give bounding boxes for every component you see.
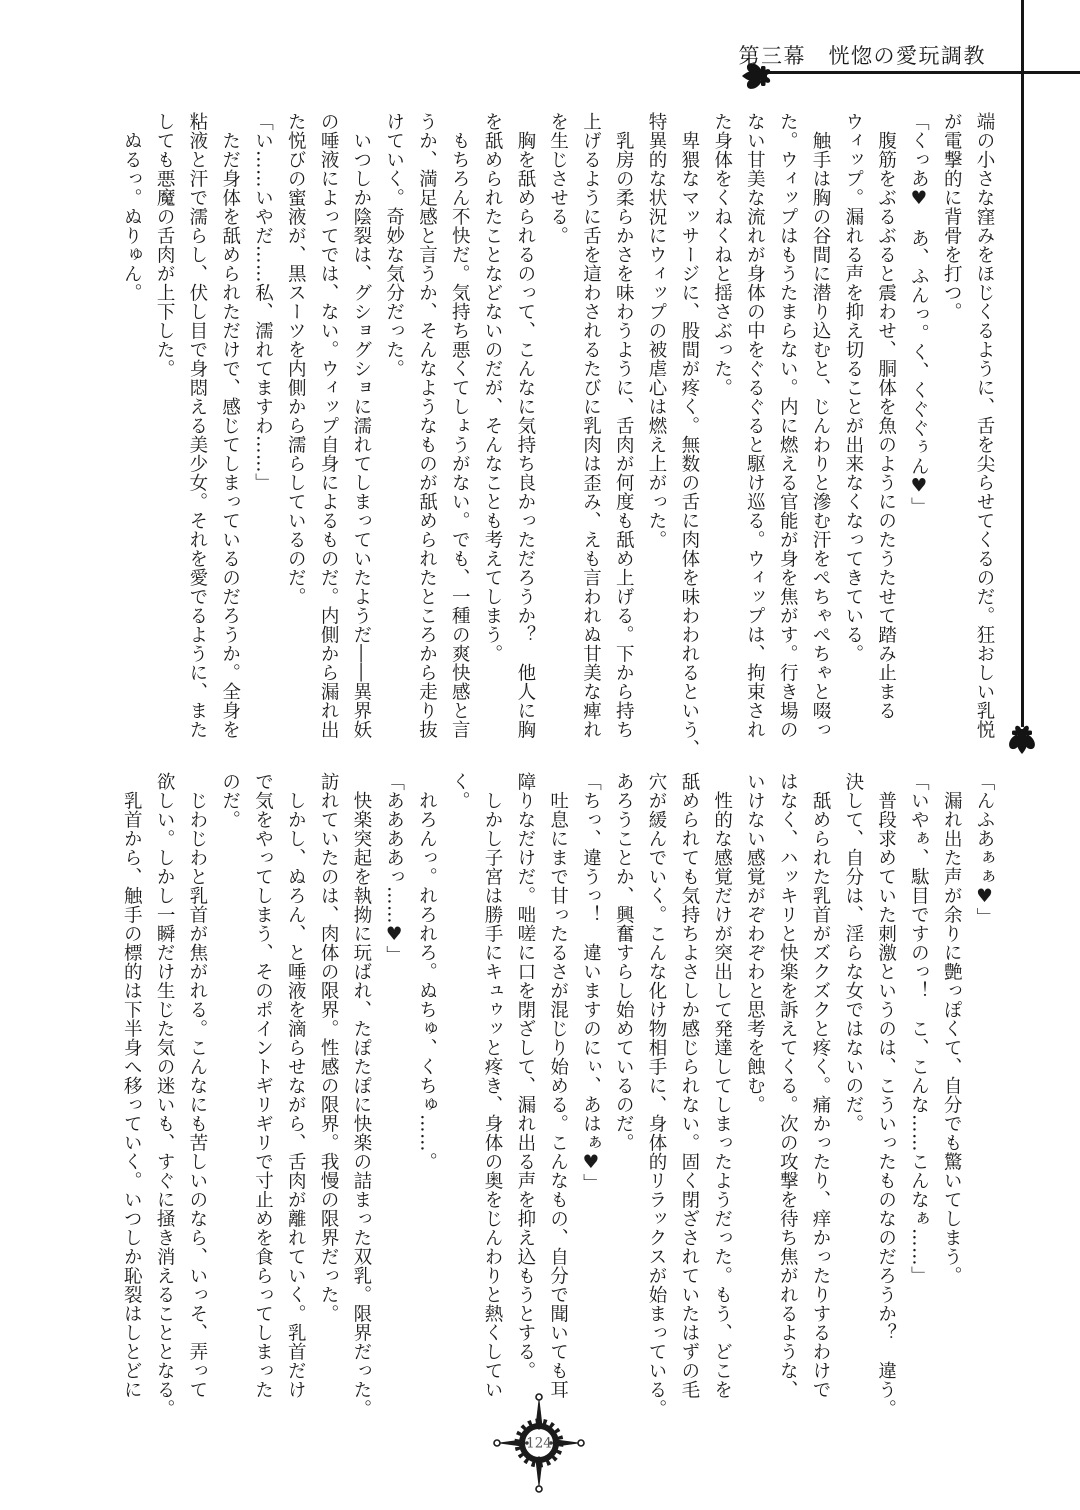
text-line: 特異的な状況にウィップの被虐心は燃え上がった。 (646, 112, 668, 549)
fleur-de-lis-icon (1005, 723, 1039, 757)
text-line: 卑猥なマッサージに、股間が疼く。無数の舌に肉体を味わわれるという、 (678, 130, 700, 758)
text-line: 快楽突起を執拗に玩ばれ、たぽたぽに快楽の詰まった双乳。限界だった。 (350, 790, 372, 1418)
text-line: た悦びの蜜液が、黒スーツを内側から濡らしているのだ。 (285, 112, 307, 606)
text-line: の唾液によってでは、ない。ウィップ自身によるものだ。内側から漏れ出 (318, 112, 340, 739)
text-line: 「い……いやだ……私、濡れてますわ……」 (252, 112, 274, 492)
text-line: を舐められたことなどないのだが、そんなことも考えてしまう。 (482, 112, 504, 663)
text-line: 「ちっ、違うっ！ 違いますのにぃ、あはぁ♥」 (580, 772, 602, 1193)
text-line: 訪れていたのは、肉体の限界。性感の限界。我慢の限界だった。 (318, 772, 340, 1323)
text-line: しても悪魔の舌肉が上下した。 (154, 112, 176, 378)
text-line: 「んふあぁぁ♥」 (974, 772, 995, 927)
text-line: 欲しい。しかし一瞬だけ生じた気の迷いも、すぐに掻き消えることとなる。 (154, 772, 176, 1418)
text-line: 端の小さな窪みをほじくるように、舌を尖らせてくるのだ。狂おしい乳悦 (974, 112, 995, 739)
text-line: 乳首から、触手の標的は下半身へ移っていく。いつしか恥裂はしとどに (121, 790, 143, 1399)
right-vertical-rule (1021, 0, 1024, 727)
text-line: が電撃的に背骨を打つ。 (941, 112, 963, 321)
compass-rose-icon (489, 1393, 589, 1493)
text-line: た。ウィップはもうたまらない。内に燃える官能が身を焦がす。行き場の (777, 112, 799, 739)
text-line: 「ああああっ……♥」 (383, 772, 405, 965)
text-line: 触手は胸の谷間に潜り込むと、じんわりと滲む汗をぺちゃぺちゃと啜っ (810, 130, 832, 739)
bottom-text-block (108, 772, 1000, 1428)
text-line: けていく。奇妙な気分だった。 (383, 112, 405, 378)
text-line: はなく、ハッキリと快楽を訴えてくる。次の攻撃を待ち焦がれるような、 (777, 772, 799, 1399)
text-line: 漏れ出た声が余りに艶っぽくて、自分でも驚いてしまう。 (941, 790, 963, 1285)
text-line: 上げるように舌を這わされるたびに乳肉は歪み、えも言われぬ甘美な痺れ (580, 112, 602, 739)
text-line: 決して、自分は、淫らな女ではないのだ。 (842, 772, 864, 1133)
text-line: もちろん不快だ。気持ち悪くてしょうがない。でも、一種の爽快感と言 (449, 130, 471, 739)
text-line: うか、満足感と言うか、そんなようなものが舐められたところから走り抜 (416, 112, 438, 739)
text-line: 舐められた乳首がズクズクと疼く。痛かったり、痒かったりするわけで (810, 790, 832, 1399)
text-line: を生じさせる。 (547, 112, 569, 245)
text-line: 「いやぁ、駄目ですのっ！ こ、こんな……こんなぁ……」 (908, 772, 930, 1285)
text-line: で気をやってしまう、そのポイントギリギリで寸止めを食らってしまった (252, 772, 274, 1399)
text-line: ウィップ。漏れる声を抑え切ることが出来なくなってきている。 (842, 112, 864, 663)
top-text-block (108, 112, 1000, 768)
text-line: 性的な感覚だけが突出して発達してしまったようだった。もう、どこを (711, 790, 733, 1399)
text-line: 穴が緩んでいく。こんな化け物相手に、身体的リラックスが始まっている。 (646, 772, 668, 1418)
text-line: く。 (449, 772, 471, 810)
text-line: あろうことか、興奮すらし始めているのだ。 (613, 772, 635, 1152)
text-line: 舐められても気持ちよさしか感じられない。固く閉ざされていたはずの毛 (678, 772, 700, 1399)
text-line: いつしか陰裂は、グショグショに濡れてしまっていたようだ――異界妖 (350, 130, 372, 739)
text-line: 胸を舐められるのって、こんなに気持ち良かっただろうか？ 他人に胸 (514, 130, 536, 739)
text-line: 障りなだけだ。咄嗟に口を閉ざして、漏れ出る声を抑え込もうとする。 (514, 772, 536, 1380)
text-line: 腹筋をぶるぶると震わせ、胴体を魚のようにのたうたせて踏み止まる (875, 130, 897, 720)
text-line: 乳房の柔らかさを味わうように、舌肉が何度も舐め上げる。下から持ち (613, 130, 635, 739)
text-line: ぬるっ。ぬりゅん。 (121, 130, 143, 302)
text-line: のだ。 (219, 772, 241, 829)
page-number: 124 (526, 1435, 552, 1452)
text-line: ない甘美な流れが身体の中をぐるぐると駆け巡る。ウィップは、拘束され (744, 112, 766, 739)
header-horizontal-rule (757, 71, 1080, 74)
text-line: しかし子宮は勝手にキュゥッと疼き、身体の奥をじんわりと熱くしてい (482, 790, 504, 1399)
text-line: れろんっ。れろれろ。ぬちゅ、くちゅ……。 (416, 790, 438, 1171)
text-line: 粘液と汗で濡らし、伏し目で身悶える美少女。それを愛でるように、また (186, 112, 208, 739)
text-line: しかし、ぬろん、と唾液を滴らせながら、舌肉が離れていく。乳首だけ (285, 790, 307, 1399)
text-line: じわじわと乳首が焦がれる。こんなにも苦しいのなら、いっそ、弄って (186, 790, 208, 1399)
text-line: 「くっあ♥ あ、ふんっ。く、くぐぐぅん♥」 (908, 112, 930, 516)
text-line: いけない感覚がぞわぞわと思考を蝕む。 (744, 772, 766, 1114)
text-line: 普段求めていた刺激というのは、こういったものなのだろうか？ 違う。 (875, 790, 897, 1418)
chapter-title: 第三幕 恍惚の愛玩調教 (738, 44, 986, 68)
text-line: た身体をくねくねと揺さぶった。 (711, 112, 733, 397)
text-line: 吐息にまで甘ったるさが混じり始める。こんなもの、自分で聞いても耳 (547, 790, 569, 1399)
text-line: ただ身体を舐められただけで、感じてしまっているのだろうか。全身を (219, 130, 241, 739)
